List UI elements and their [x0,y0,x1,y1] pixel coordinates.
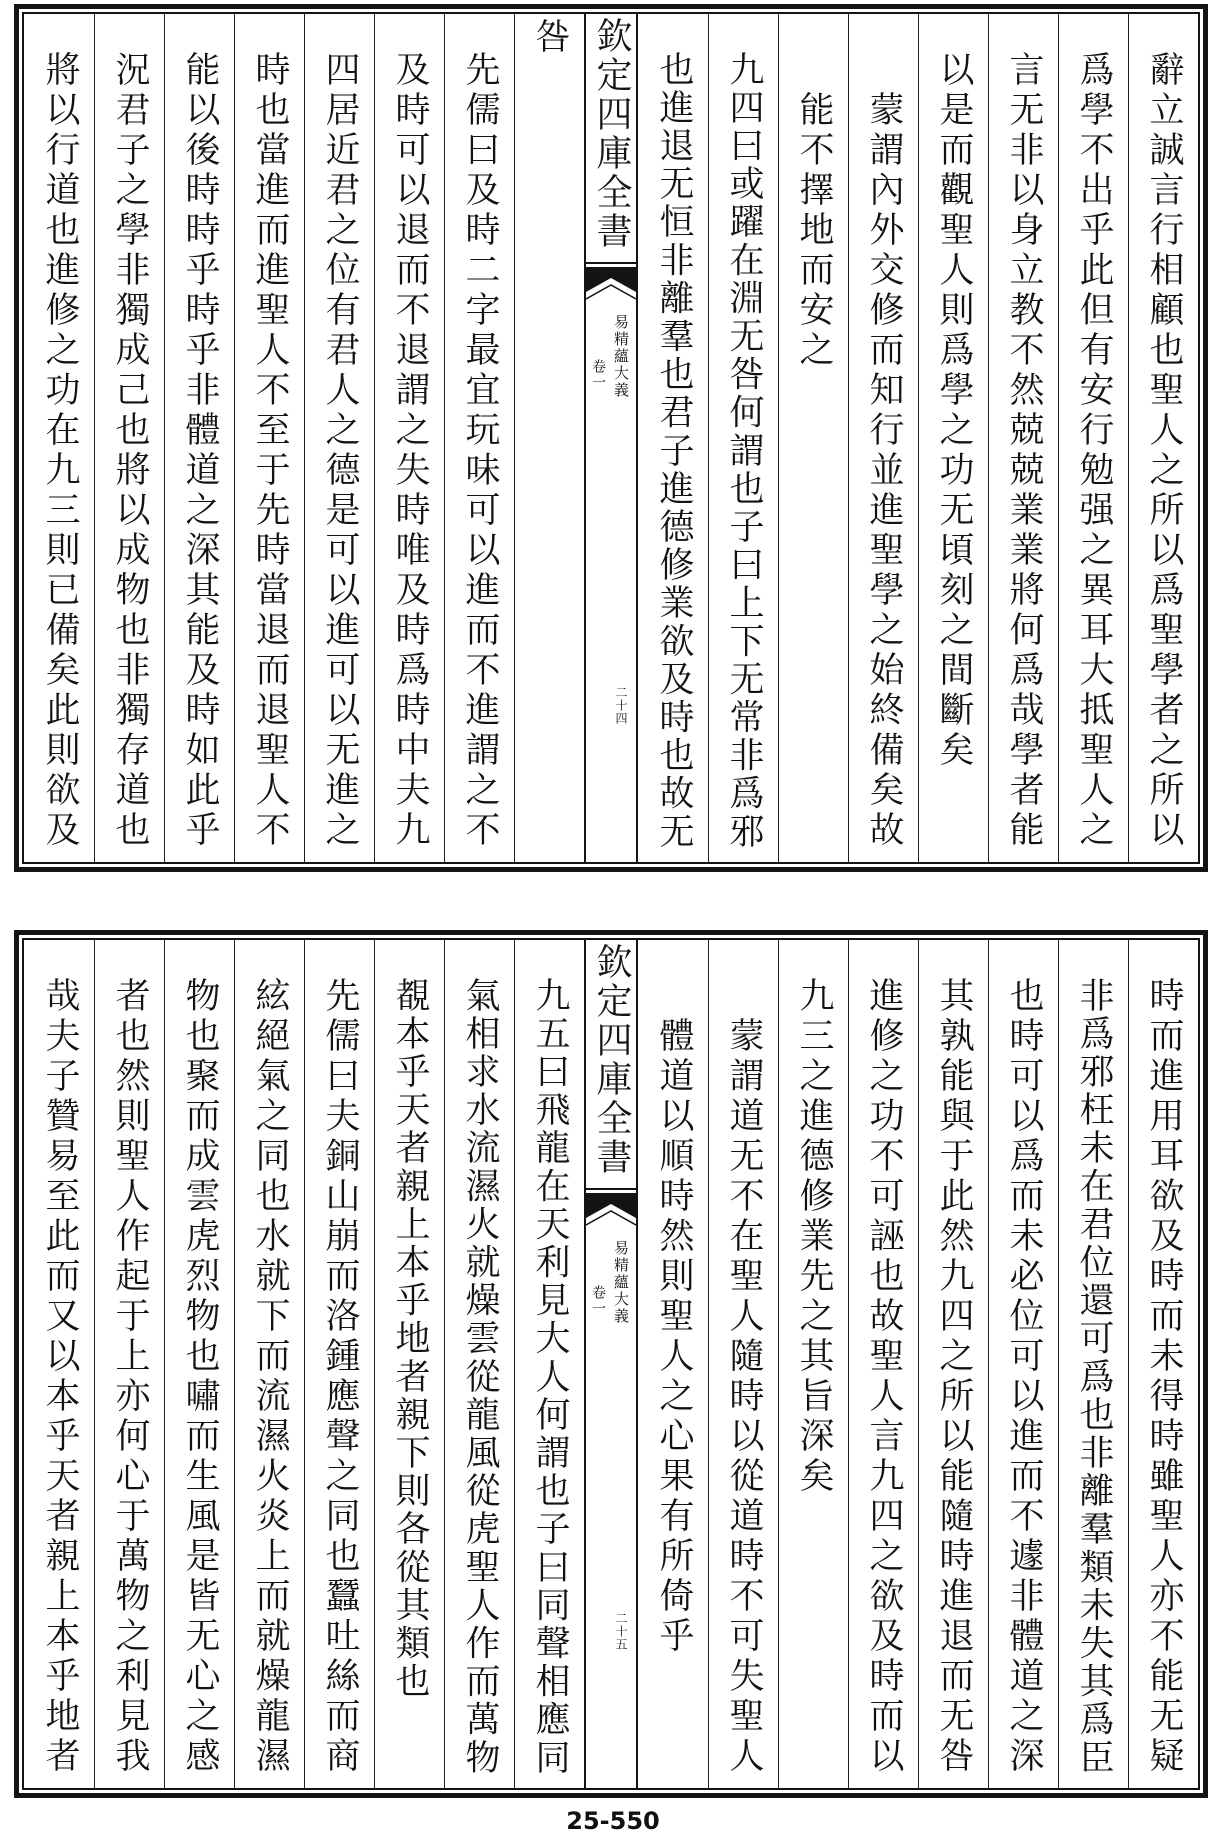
column-text: 氣相求水流濕火就燥雲從龍風從虎聖人作而萬物 [460,977,500,1778]
page-frame [22,12,1200,864]
text-column [1128,940,1198,1788]
text-column [164,940,234,1788]
column-text: 物也聚而成雲虎烈物也嘯而生風是皆无心之感 [180,977,220,1777]
text-column [918,14,988,862]
collection-title: 欽定四庫全書 [591,943,632,1177]
text-column [638,14,708,862]
column-text: 蒙謂道无不在聖人隨時以從道時不可失聖人 [724,1017,764,1777]
text-column [778,940,848,1788]
column-text: 以是而觀聖人則爲學之功无頃刻之間斷矣 [934,51,974,771]
column-text: 先儒曰及時二字最宜玩味可以進而不進謂之不 [460,51,500,851]
column-text: 體道以順時然則聖人之心果有所倚乎 [654,1017,694,1657]
text-column [778,14,848,862]
left-half-columns [24,940,584,1788]
column-text: 將以行道也進修之功在九三則已備矣此則欲及 [40,51,80,851]
column-text: 進修之功不可誣也故聖人言九四之欲及時而以 [864,977,904,1777]
book-title: 易精蘊大義 [612,314,630,399]
column-text: 時而進用耳欲及時而未得時雖聖人亦不能无疑 [1144,977,1184,1777]
column-text: 四居近君之位有君人之德是可以進可以无進之 [320,51,360,851]
column-text: 絃絕氣之同也水就下而流濕火炎上而就燥龍濕 [250,977,290,1777]
column-text: 能以後時時乎時乎非體道之深其能及時如此乎 [180,51,220,851]
text-column [1058,940,1128,1788]
page-frame [22,938,1200,1790]
text-column [638,940,708,1788]
column-text: 者也然則聖人作起于上亦何心于萬物之利見我 [110,977,150,1777]
text-column [94,940,164,1788]
text-column [444,940,514,1788]
text-column [848,14,918,862]
collection-title: 欽定四庫全書 [591,17,632,251]
book-title: 易精蘊大義 [612,1240,630,1325]
column-text: 也進退无恒非離羣也君子進德修業欲及時也故无 [654,51,694,852]
volume-label: 卷一 [590,359,606,391]
column-text: 其孰能與于此然九四之所以能隨時進退而无咎 [934,977,974,1777]
column-text: 辭立誠言行相顧也聖人之所以爲聖學者之所以 [1144,51,1184,851]
folio-number: 二十四 [614,686,628,725]
text-column [24,14,94,862]
text-column [514,14,584,862]
center-fold-column [584,940,638,1788]
text-column [24,940,94,1788]
column-text: 及時可以退而不退謂之失時唯及時爲時中夫九 [390,51,430,851]
folio-number: 二十五 [614,1612,628,1651]
text-column [94,14,164,862]
lower-page-panel [14,930,1208,1798]
text-column [164,14,234,862]
column-text: 九三之進德修業先之其旨深矣 [794,977,834,1497]
center-fold-column [584,14,638,862]
column-text: 蒙謂內外交修而知行並進聖學之始終備矣故 [864,91,904,851]
text-column [514,940,584,1788]
text-column [1058,14,1128,862]
fishtail-block [586,267,636,292]
fishtail-block [586,1193,636,1218]
text-column [1128,14,1198,862]
text-column [304,940,374,1788]
column-text: 九四曰或躍在淵无咎何謂也子曰上下无常非爲邪 [724,51,764,852]
text-column [708,940,778,1788]
text-column [988,940,1058,1788]
column-text: 言无非以身立教不然兢兢業業將何爲哉學者能 [1004,51,1044,851]
column-text: 爲學不出乎此但有安行勉强之異耳大抵聖人之 [1074,51,1114,851]
column-text: 也時可以爲而未必位可以進而不遽非體道之深 [1004,977,1044,1777]
fishtail-rule [586,1188,636,1190]
left-half-columns [24,14,584,862]
volume-label: 卷一 [590,1285,606,1317]
text-column [374,14,444,862]
column-text: 九五曰飛龍在天利見大人何謂也子曰同聲相應同 [530,977,570,1778]
text-column [848,940,918,1788]
text-column [304,14,374,862]
text-column [708,14,778,862]
right-half-columns [638,940,1198,1788]
text-column [988,14,1058,862]
column-text: 況君子之學非獨成己也將以成物也非獨存道也 [110,51,150,851]
fishtail-ornament [586,1188,636,1228]
upper-page-panel [14,4,1208,872]
column-text: 覩本乎天者親上本乎地者親下則各從其類也 [390,977,430,1701]
column-text: 先儒曰夫銅山崩而洛鍾應聲之同也蠶吐絲而商 [320,977,360,1777]
text-column [234,14,304,862]
column-text: 咎 [530,18,570,58]
fishtail-rule [586,262,636,264]
fishtail-ornament [586,262,636,302]
right-half-columns [638,14,1198,862]
text-column [444,14,514,862]
column-text: 非爲邪枉未在君位還可爲也非離羣類未失其爲臣 [1074,977,1114,1778]
text-column [918,940,988,1788]
column-text: 時也當進而進聖人不至于先時當退而退聖人不 [250,51,290,851]
text-column [234,940,304,1788]
column-text: 能不擇地而安之 [794,91,834,371]
column-text: 哉夫子贊易至此而又以本乎天者親上本乎地者 [40,977,80,1777]
reprint-page-reference: 25-550 [566,1807,660,1835]
text-column [374,940,444,1788]
